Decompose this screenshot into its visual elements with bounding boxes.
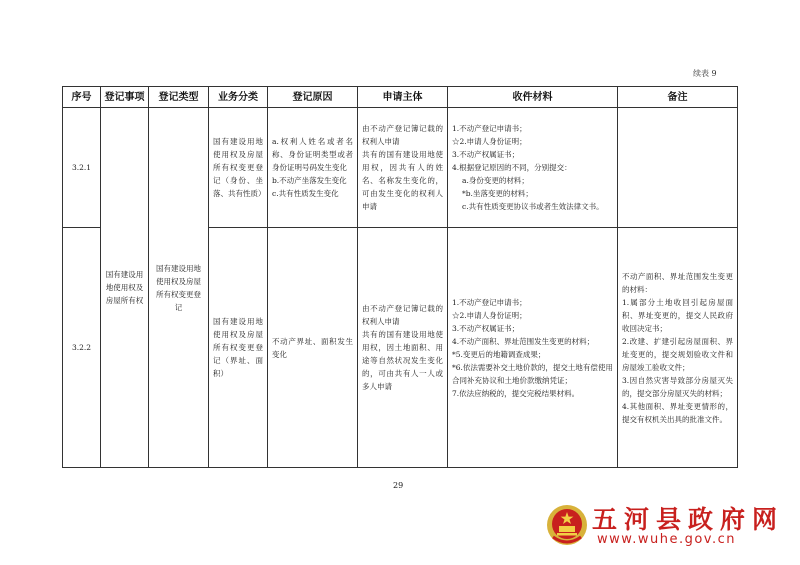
continued-label: 续表 9 <box>693 69 717 78</box>
header-registration-reason: 登记原因 <box>268 87 358 108</box>
reason-line: b.不动产坐落发生变化 <box>272 176 347 185</box>
applicant-cell <box>358 108 448 228</box>
emblem-base <box>557 533 577 536</box>
materials-cell <box>448 108 618 228</box>
sub-material-line: a.身份变更的材料； <box>462 176 529 185</box>
registration-table <box>62 86 738 468</box>
material-line: 4.不动产面积、界址范围发生变更的材料； <box>452 336 595 346</box>
page-number: 29 <box>393 481 404 490</box>
header-registration-type: 登记类型 <box>149 87 209 108</box>
header-row <box>63 87 738 108</box>
reason-cell <box>268 108 358 228</box>
applicant-line: 由不动产登记簿记载的权利人申请 <box>362 304 443 326</box>
table-row <box>63 108 738 228</box>
material-line: 1.不动产登记申请书； <box>452 297 527 307</box>
applicant-line: 由不动产登记簿记载的权利人申请 <box>362 124 443 146</box>
materials-cell <box>448 228 618 468</box>
material-line: *6.依法需要补交土地价款的，提交土地有偿使用合同补充协议和土地价款缴纳凭证； <box>452 362 613 385</box>
material-line: 4.根据登记原因的不同，分别提交： <box>452 163 572 172</box>
remark-line: 4.其他面积、界址变更情形的，提交有权机关出具的批准文件。 <box>622 401 733 424</box>
material-line: ☆2.申请人身份证明； <box>452 310 527 320</box>
header-business-category: 业务分类 <box>209 87 268 108</box>
reason-line: 不动产界址、面积发生变化 <box>272 336 353 359</box>
reason-line: c.共有性质发生变化 <box>272 189 339 198</box>
material-line: *5.变更后的地籍调查成果； <box>452 349 546 359</box>
material-line: ☆2.申请人身份证明； <box>452 137 527 146</box>
remark-line: 不动产面积、界址范围发生变更的材料： <box>622 271 733 294</box>
site-url: www.wuhe.gov.cn <box>597 532 736 547</box>
category-cell: 国有建设用地使用权及房屋所有权变更登记（身份、坐落、共有性质） <box>209 108 268 228</box>
remarks-cell <box>618 108 738 228</box>
seq-cell: 3.2.1 <box>63 108 101 228</box>
remark-line: 3.因自然灾害导致部分房屋灭失的，提交部分房屋灭失的材料； <box>622 375 733 398</box>
reason-line: a.权利人姓名或者名称、身份证明类型或者身份证明号码发生变化 <box>272 137 353 172</box>
header-applicant: 申请主体 <box>358 87 448 108</box>
emblem-gate <box>559 526 575 532</box>
header-registration-item: 登记事项 <box>101 87 149 108</box>
material-line: 3.不动产权属证书； <box>452 323 520 333</box>
seq-cell: 3.2.2 <box>63 228 101 468</box>
header-remarks: 备注 <box>618 87 738 108</box>
reason-cell <box>268 228 358 468</box>
material-line: 3.不动产权属证书； <box>452 150 520 159</box>
remark-line: 2.改建、扩建引起房屋面积、界址变更的，提交规划验收文件和房屋竣工验收文件； <box>622 336 733 372</box>
national-emblem-icon <box>545 503 589 547</box>
sub-material-line: *b.坐落变更的材料； <box>462 189 533 198</box>
applicant-line: 共有的国有建设用地使用权，因共有人的姓名、名称发生变化的，可由发生变化的权利人申请 <box>362 150 443 211</box>
remark-line: 1.属部分土地收回引起房屋面积、界址变更的，提交人民政府收回决定书； <box>622 297 733 333</box>
applicant-cell <box>358 228 448 468</box>
remarks-cell <box>618 228 738 468</box>
sub-material-line: c.共有性质变更协议书或者生效法律文书。 <box>462 202 604 211</box>
header-seq: 序号 <box>63 87 101 108</box>
site-name: 五河县政府网 <box>592 505 785 534</box>
registration-item-cell: 国有建设用地使用权及房屋所有权 <box>101 108 149 468</box>
material-line: 1.不动产登记申请书； <box>452 124 527 133</box>
material-line: 7.依法应纳税的，提交完税结果材料。 <box>452 388 580 398</box>
registration-type-cell: 国有建设用地使用权及房屋所有权变更登记 <box>149 108 209 468</box>
category-cell: 国有建设用地使用权及房屋所有权变更登记（界址、面积） <box>209 228 268 468</box>
applicant-line: 共有的国有建设用地使用权，因土地面积、用途等自然状况发生变化的，可由共有人一人或多人申请 <box>362 330 443 391</box>
header-materials: 收件材料 <box>448 87 618 108</box>
